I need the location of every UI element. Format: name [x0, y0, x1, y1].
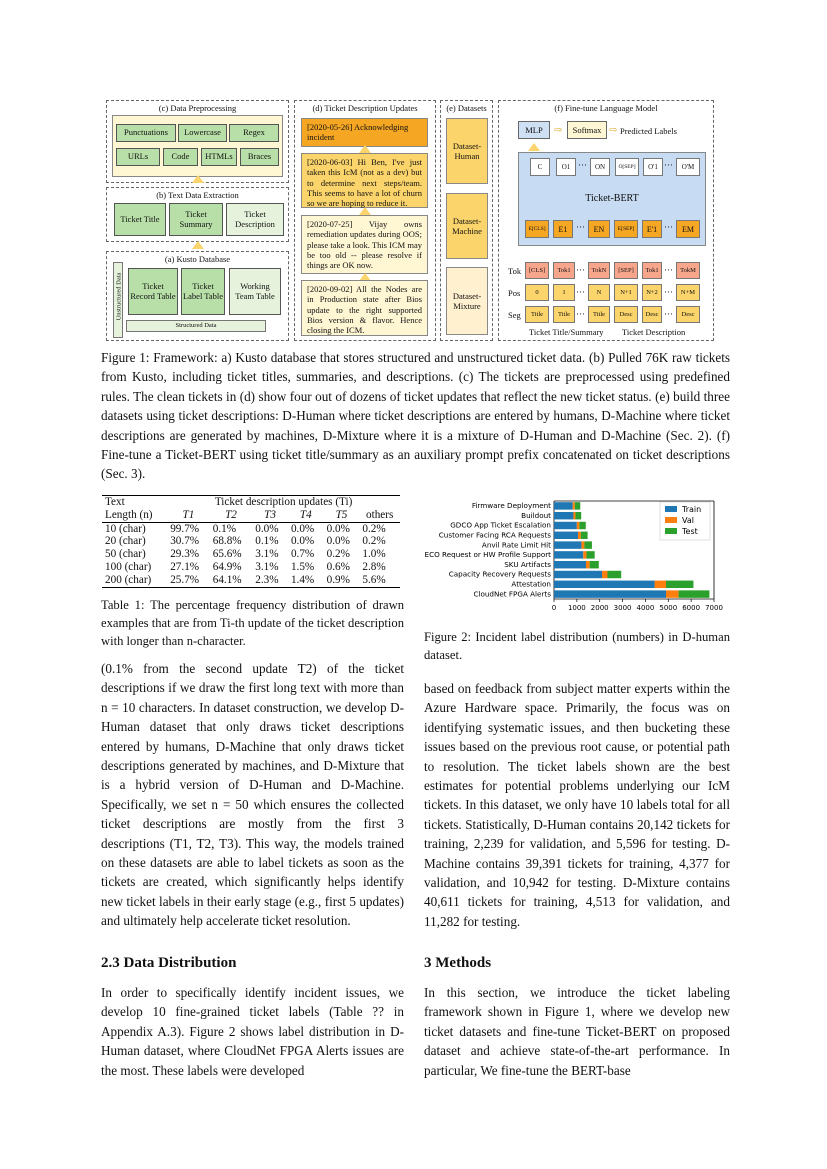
- ellipsis: ···: [664, 160, 673, 170]
- bar-test: [679, 590, 710, 597]
- left-paragraph-1: (0.1% from the second update T2) of the ticket descriptions if we draw the first long text with more than n = 10 characters. In dataset construction, we develop D-Human dataset that only draws ticket descriptions entered by humans, D-Machine that only draws ticket descriptions generated by machines, and D-Mixture that is a hybrid version of D-Human and D-Machine. Specifically, we set n = 50 which ensures the collected ticket descriptions are mostly from the first 3 descriptions (T1, T2, T3). This way, the models trained on these datasets are able to label tickets as soon as the tickets are created, which significantly helps identify new ticket labels in their early stage (e.g., first 5 updates) and ultimately help accelerate ticket resolution.: [101, 661, 404, 929]
- table-cell: 100 (char): [105, 560, 152, 573]
- legend-swatch: [665, 517, 677, 523]
- mlp-box: MLP: [518, 121, 550, 139]
- ellipsis: ···: [664, 222, 673, 232]
- bar-val: [586, 561, 590, 568]
- category-label: Anvil Rate Limit Hit: [481, 540, 551, 550]
- bar-val: [577, 522, 580, 529]
- preproc-punctuations: Punctuations: [116, 124, 176, 142]
- bar-val: [583, 551, 586, 558]
- pos-label: Pos: [508, 288, 521, 298]
- table-1-caption: Table 1: The percentage frequency distribution of drawn examples that are from Ti-th update of the ticket description with longer than n-character.: [101, 598, 404, 648]
- table-column-header: T5: [335, 508, 348, 521]
- bar-train: [554, 502, 573, 509]
- table-cell: 10 (char): [105, 522, 146, 535]
- bar-train: [554, 522, 577, 529]
- bar-test: [575, 512, 581, 519]
- bar-test: [607, 571, 621, 578]
- table-column-header: T1: [182, 508, 195, 521]
- seg-token: Desc: [642, 306, 662, 323]
- category-label: Attestation: [511, 579, 551, 589]
- ellipsis: ···: [664, 265, 673, 275]
- extract-ticket-description: Ticket Description: [226, 203, 284, 236]
- out-token-c: C: [530, 158, 550, 176]
- category-label: CloudNet FPGA Alerts: [473, 589, 551, 599]
- ellipsis: ···: [578, 160, 587, 170]
- arrow-up-icon: [192, 175, 204, 183]
- seg-token: Desc: [676, 306, 700, 323]
- out-token: ON: [590, 158, 610, 176]
- tok-token: Tok1: [642, 262, 662, 279]
- predicted-labels: Predicted Labels: [620, 126, 677, 136]
- right-paragraph-2: In this section, we introduce the ticket labeling framework shown in Figure 1, where we develop new ticket datasets and fine-tune Ticket-BERT on proposed dataset and achieve state-of-the-art performance. In particular, We fine-tune the BERT-base: [424, 985, 730, 1078]
- table-cell: 1.5%: [290, 560, 315, 573]
- table-row: [102, 561, 400, 574]
- table-row: [102, 535, 400, 548]
- arrow-up-icon: [359, 207, 371, 215]
- bar-train: [554, 541, 581, 548]
- arrow-right-icon: ⇨: [554, 125, 563, 136]
- tok-token: TokN: [588, 262, 610, 279]
- table-cell: 1.0%: [362, 548, 386, 561]
- preproc-regex: Regex: [229, 124, 279, 142]
- table-cell: 0.0%: [326, 522, 350, 535]
- seg-token: Desc: [614, 306, 638, 323]
- dataset-machine: Dataset-Machine: [446, 193, 488, 259]
- update-2: [2020-06-03] Hi Ben, I've just taken this IcM (not as a dev) but to determine next steps/team. This seems to have a lot of churn so we are hoping to reduce it.: [301, 153, 428, 208]
- table-cell: 99.7%: [170, 522, 200, 535]
- table-row: [102, 548, 400, 561]
- figure-2-caption: Figure 2: Incident label distribution (numbers) in D-human dataset.: [424, 630, 730, 662]
- table-cell: 0.2%: [362, 535, 386, 548]
- tok-token: [CLS]: [525, 262, 549, 279]
- bar-test: [584, 541, 592, 548]
- x-tick-label: 2000: [590, 604, 609, 612]
- panel-d-title: (d) Ticket Description Updates: [312, 103, 418, 113]
- tok-token: Tok1: [553, 262, 575, 279]
- structured-label: Structured Data: [175, 322, 217, 329]
- table-column-header: T2: [225, 508, 237, 521]
- category-label: Capacity Recovery Requests: [448, 569, 551, 579]
- table-cell: 50 (char): [105, 548, 146, 561]
- table-cell: 0.2%: [362, 522, 386, 535]
- emb-token: EN: [588, 220, 610, 238]
- arrow-up-icon: [359, 145, 371, 153]
- emb-token: E[SEP]: [614, 220, 638, 238]
- legend-label: Train: [682, 505, 702, 514]
- table-column-header: others: [366, 508, 394, 521]
- preproc-urls: URLs: [116, 148, 160, 166]
- table-column-header: Length (n): [105, 508, 153, 521]
- bar-val: [573, 512, 575, 519]
- pos-token: N+M: [676, 284, 700, 301]
- section-2-3-heading: 2.3 Data Distribution: [101, 955, 237, 971]
- emb-token: E1: [553, 220, 573, 238]
- left-paragraph-2: In order to specifically identify incident issues, we develop 10 fine-grained ticket labels (Table ?? in Appendix A.3). Figure 2 shows label distribution in D-Human dataset, where CloudNet FPGA Alerts issues are the most. These labels were developed: [101, 985, 404, 1078]
- table-cell: 30.7%: [170, 535, 200, 548]
- bar-val: [655, 581, 666, 588]
- table-column-header: T3: [264, 508, 276, 521]
- seg-token: Title: [525, 306, 549, 323]
- section-3-heading: 3 Methods: [424, 955, 492, 971]
- table-cell: 64.9%: [212, 560, 242, 573]
- table-row: [102, 574, 400, 587]
- emb-token: EM: [676, 220, 700, 238]
- pos-token: 1: [553, 284, 575, 301]
- panel-a-title: (a) Kusto Database: [164, 254, 231, 264]
- tok-token: [SEP]: [614, 262, 638, 279]
- seg-token: Title: [588, 306, 610, 323]
- figure-2-chart: [424, 495, 730, 620]
- arrow-right-icon: ⇨: [609, 125, 618, 136]
- extract-ticket-summary: Ticket Summary: [169, 203, 223, 236]
- table-header-updates: Ticket description updates (Ti): [214, 496, 353, 508]
- x-tick-label: 3000: [613, 604, 632, 612]
- legend-swatch: [665, 528, 677, 534]
- db-ticket-record-table: Ticket Record Table: [128, 268, 178, 315]
- bar-test: [579, 522, 585, 529]
- bar-train: [554, 590, 666, 597]
- bar-chart: [424, 495, 730, 620]
- bar-test: [581, 532, 588, 539]
- table-cell: 2.8%: [362, 560, 386, 573]
- bar-train: [554, 532, 578, 539]
- table-header-row: [102, 509, 400, 522]
- ticket-bert-label: Ticket-BERT: [585, 193, 639, 204]
- table-column-header: T4: [299, 508, 312, 521]
- extract-ticket-title: Ticket Title: [114, 203, 166, 236]
- table-cell: 3.1%: [255, 560, 279, 573]
- preproc-lowercase: Lowercase: [178, 124, 227, 142]
- table-cell: 0.0%: [290, 535, 315, 548]
- table-cell: 25.7%: [170, 573, 200, 586]
- bar-test: [586, 551, 594, 558]
- table-cell: 0.9%: [326, 573, 350, 586]
- table-cell: 27.1%: [170, 560, 200, 573]
- category-label: Customer Facing RCA Requests: [438, 530, 551, 540]
- bar-val: [602, 571, 607, 578]
- ellipsis: ···: [576, 309, 585, 319]
- legend-label: Val: [682, 516, 694, 525]
- table-row: [102, 522, 400, 535]
- out-token: O'1: [643, 158, 663, 176]
- bar-train: [554, 512, 573, 519]
- ellipsis: ···: [576, 287, 585, 297]
- tok-token: TokM: [676, 262, 700, 279]
- bar-val: [581, 541, 584, 548]
- panel-b-title: (b) Text Data Extraction: [156, 190, 239, 200]
- out-token: O[SEP]: [615, 158, 639, 176]
- seg-token: Title: [553, 306, 575, 323]
- ellipsis: ···: [664, 287, 673, 297]
- out-token: O'M: [676, 158, 700, 176]
- panel-c-title: (c) Data Preprocessing: [158, 103, 237, 113]
- bar-test: [590, 561, 599, 568]
- panel-f-title: (f) Fine-tune Language Model: [554, 103, 658, 113]
- right-paragraph-1: based on feedback from subject matter experts within the Azure Hardware space. Primarily, the focus was on identifying systematic issues, and then bucketing these issues based on the previous root cause, or potential path to resolution. The ticket labels shown are the best estimates for potential problems underlying our IcM tickets. In this dataset, we only have 10 labels total for all tickets. Statistically, D-Human contains 20,142 tickets for training, 2,239 for validation, and 5,596 for testing. D-Machine contains 39,391 tickets for training, 4,377 for validation, and 10,942 for testing. D-Mixture contains 40,611 tickets for training, 4,513 for validation, and 11,282 for testing.: [424, 681, 730, 929]
- dataset-mixture: Dataset-Mixture: [446, 267, 488, 335]
- pos-token: N+1: [614, 284, 638, 301]
- table-cell: 0.1%: [255, 535, 279, 548]
- table-cell: 0.7%: [290, 548, 315, 561]
- table-cell: 0.6%: [326, 560, 350, 573]
- table-cell: 0.0%: [290, 522, 315, 535]
- bar-test: [666, 581, 693, 588]
- table-cell: 3.1%: [255, 548, 279, 561]
- table-cell: 0.0%: [255, 522, 279, 535]
- bottom-right-label: Ticket Description: [622, 327, 686, 337]
- table-body: [102, 522, 400, 587]
- update-1: [2020-05-26] Acknowledging incident: [301, 118, 428, 147]
- seg-label: Seg: [508, 310, 521, 320]
- arrow-up-icon: [528, 143, 540, 151]
- db-working-team-table: Working Team Table: [229, 268, 281, 315]
- update-4: [2020-09-02] All the Nodes are in Production state after Bios update to the right supported Bios version & flavor. Hence closing the ICM.: [301, 280, 428, 336]
- bar-train: [554, 571, 602, 578]
- x-tick-label: 6000: [682, 604, 701, 612]
- bar-train: [554, 561, 586, 568]
- category-label: Buildout: [521, 510, 551, 520]
- x-tick-label: 5000: [659, 604, 678, 612]
- x-tick-label: 4000: [636, 604, 655, 612]
- ellipsis: ···: [664, 309, 673, 319]
- softmax-box: Softmax: [567, 121, 607, 139]
- table-1: [102, 495, 400, 588]
- preproc-braces: Braces: [240, 148, 279, 166]
- pos-token: N+2: [642, 284, 662, 301]
- legend-swatch: [665, 506, 677, 512]
- ellipsis: ···: [576, 265, 585, 275]
- bar-test: [575, 502, 580, 509]
- panel-e-title: (e) Datasets: [446, 103, 487, 113]
- bottom-left-label: Ticket Title/Summary: [529, 327, 604, 337]
- bar-val: [578, 532, 581, 539]
- x-tick-label: 7000: [705, 604, 723, 612]
- emb-token: E'1: [642, 220, 662, 238]
- tok-label: Tok: [508, 266, 522, 276]
- unstructured-label: Unstructured Data: [115, 272, 123, 321]
- preproc-code: Code: [163, 148, 198, 166]
- bar-train: [554, 551, 583, 558]
- update-3: [2020-07-25] Vijay owns remediation updates during OOS; please take a look. This ICM may be too old -- please resolve if things are OK now.: [301, 215, 428, 274]
- table-cell: 64.1%: [212, 573, 242, 586]
- preproc-htmls: HTMLs: [201, 148, 237, 166]
- category-label: SKU Artifacts: [504, 559, 551, 569]
- table-cell: 20 (char): [105, 535, 146, 548]
- ellipsis: ···: [576, 222, 585, 232]
- legend-label: Test: [682, 527, 698, 536]
- category-label: ECO Request or HW Profile Support: [424, 550, 551, 560]
- table-cell: 0.2%: [326, 548, 350, 561]
- pos-token: 0: [525, 284, 549, 301]
- arrow-up-icon: [192, 241, 204, 249]
- category-label: Firmware Deployment: [471, 501, 551, 511]
- table-header-text: Text: [105, 496, 125, 508]
- table-cell: 29.3%: [170, 548, 200, 561]
- figure-1-caption: Figure 1: Framework: a) Kusto database that stores structured and unstructured ticket data. (b) Pulled 76K raw tickets from Kusto, including ticket titles, summaries, and descriptions. (c) The tickets are preprocessed using predefined rules. The clean tickets in (d) show four out of dozens of ticket updates that reflect the new ticket status. (e) build three datasets using ticket descriptions: D-Human where ticket descriptions are entered by humans, D-Machine where ticket descriptions are generated by machines, D-Mixture where it is a mixture of D-Human and D-Machine (Sec. 2). (f) Fine-tune a Ticket-BERT using ticket title/summary as an auxiliary prompt prefix concatenated on ticket descriptions (Sec. 3).: [101, 350, 730, 482]
- table-cell: 0.1%: [212, 522, 237, 535]
- category-label: GDCO App Ticket Escalation: [450, 520, 551, 530]
- table-cell: 0.0%: [326, 535, 350, 548]
- out-token: O1: [556, 158, 576, 176]
- bar-val: [573, 502, 575, 509]
- table-cell: 200 (char): [105, 573, 152, 586]
- dataset-human: Dataset-Human: [446, 118, 488, 184]
- bar-val: [666, 590, 679, 597]
- table-cell: 5.6%: [362, 573, 386, 586]
- pos-token: N: [588, 284, 610, 301]
- table-cell: 1.4%: [290, 573, 315, 586]
- bar-train: [554, 581, 655, 588]
- x-tick-label: 0: [551, 604, 557, 612]
- table-cell: 2.3%: [255, 573, 279, 586]
- table-cell: 65.6%: [212, 548, 242, 561]
- x-tick-label: 1000: [567, 604, 586, 612]
- table-cell: 68.8%: [212, 535, 242, 548]
- emb-token: E[CLS]: [525, 220, 549, 238]
- db-ticket-label-table: Ticket Label Table: [181, 268, 225, 315]
